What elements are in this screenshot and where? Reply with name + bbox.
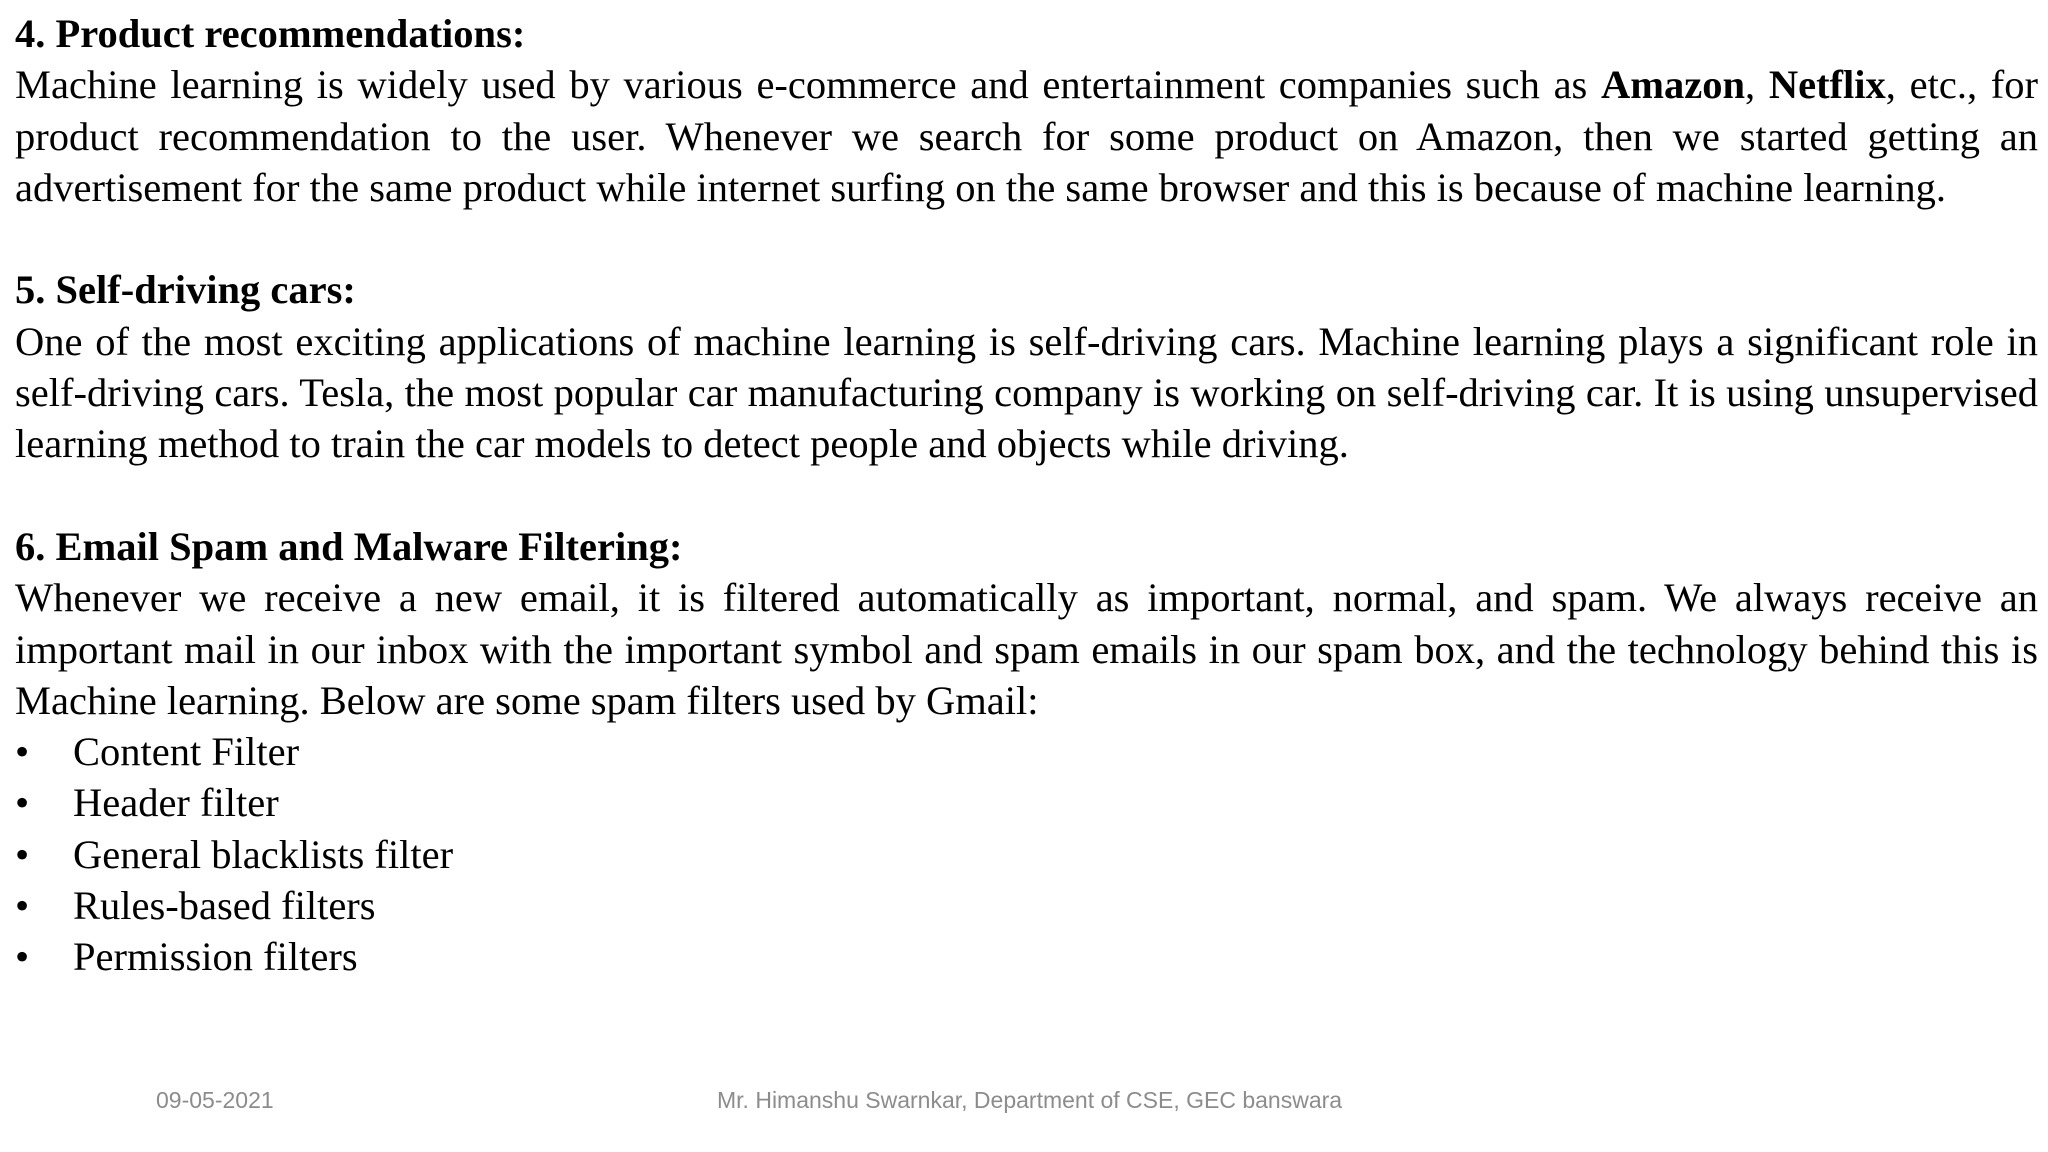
list-item-label: Permission filters [73,934,358,980]
spacer [15,470,2038,521]
footer-author: Mr. Himanshu Swarnkar, Department of CSE, GEC banswara [717,1087,1343,1113]
section-body-email-spam: Whenever we receive a new email, it is filtered automatically as important, normal, and spam. We always receive an important mail in our inbox with the important symbol and spam emails in our spam box, and the technology behind this is Machine learning. Below are some spam filters used by Gmail: [15,575,2038,723]
list-item [15,726,2038,777]
section-heading-email-spam: 6. Email Spam and Malware Filtering: [15,523,683,569]
bullet-icon: • [15,780,30,826]
list-item [15,931,2038,982]
body-text: , etc., for product recommendation to the user. Whenever we search for some product on Amazon, then we started getting an advertisement for the same product while internet surfing on the same browser and this is because of machine learning. [15,62,2038,210]
spam-filter-list [15,726,2038,982]
bullet-icon: • [15,831,30,877]
slide-content [15,8,2038,983]
bullet-icon: • [15,934,30,980]
footer-date: 09-05-2021 [156,1087,274,1113]
section-body-product-recommendations [15,59,2038,213]
bullet-icon: • [15,729,30,775]
body-text: Machine learning is widely used by various e-commerce and entertainment companies such as [15,62,1602,108]
list-item [15,777,2038,828]
list-item-label: Content Filter [73,729,300,775]
list-item-label: Rules-based filters [73,883,376,929]
spacer [15,213,2038,264]
section-heading-product-recommendations: 4. Product recommendations: [15,11,526,56]
list-item [15,880,2038,931]
list-item-label: General blacklists filter [73,831,454,877]
section-body-self-driving-cars: One of the most exciting applications of machine learning is self-driving cars. Machine learning plays a significant role in self-driving cars. Tesla, the most popular car manufacturing company is working on self-driving car. It is using unsupervised learning method to train the car models to detect people and objects while driving. [15,318,2038,467]
body-text: , [1745,62,1769,108]
list-item [15,829,2038,880]
bullet-icon: • [15,883,30,929]
section-heading-self-driving-cars: 5. Self-driving cars: [15,267,356,313]
list-item-label: Header filter [73,780,279,826]
netflix-bold-text: Netflix [1768,62,1886,108]
amazon-bold-text: Amazon [1601,62,1746,108]
